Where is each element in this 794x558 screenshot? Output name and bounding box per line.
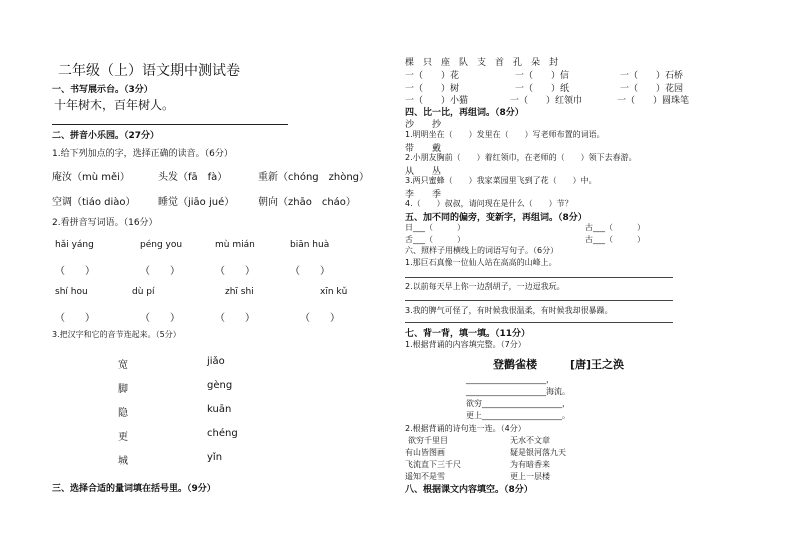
answer-blank[interactable]: （ ）: [300, 313, 340, 324]
fill-item[interactable]: 一（ ）花: [405, 71, 460, 81]
match-right[interactable]: 更上一层楼: [510, 472, 550, 481]
pinyin-word: dù pí: [132, 287, 155, 297]
poem-line[interactable]: 更上____________________。: [466, 411, 570, 420]
fill-item[interactable]: 一（ ）红领巾: [510, 96, 583, 106]
section-1-heading: 一、书写展示台。（3分）: [52, 85, 153, 95]
answer-line[interactable]: [405, 322, 673, 323]
section-5-heading: 五、加不同的偏旁，变新字，再组词。（8分）: [405, 213, 587, 223]
pinyin-word: shí hou: [55, 287, 88, 297]
section-8-heading: 八、根据课文内容填空。（8分）: [405, 485, 533, 495]
section-7-q2: 2.根据背诵的诗句连一连。（4分）: [405, 424, 526, 433]
radical-item[interactable]: 舌___（ ）: [405, 235, 465, 244]
hanzi-char[interactable]: 城: [118, 456, 128, 467]
reading-pair: 庵汝（mù měi）: [52, 172, 130, 183]
reading-pair: 重新（chóng zhòng）: [258, 172, 370, 183]
answer-blank[interactable]: （ ）: [55, 313, 95, 324]
compare-pair: 李 季: [405, 190, 442, 200]
fill-item[interactable]: 一（ ）信: [515, 71, 570, 81]
radical-item[interactable]: 古___（ ）: [585, 235, 645, 244]
answer-line[interactable]: [405, 277, 673, 278]
fill-item[interactable]: 一（ ）花园: [620, 84, 684, 94]
reading-pair: 睡觉（jiāo jué）: [158, 197, 235, 208]
hanzi-char[interactable]: 宽: [118, 360, 128, 371]
pinyin-word: biān huà: [290, 240, 330, 250]
fill-item[interactable]: 一（ ）石桥: [620, 71, 684, 81]
fill-item[interactable]: 一（ ）小猫: [405, 96, 469, 106]
syllable[interactable]: gèng: [207, 380, 233, 391]
compare-pair: 从 丛: [405, 167, 442, 177]
reading-pair: 头发（fā fà）: [158, 172, 228, 183]
match-left[interactable]: 遥知不是雪: [405, 472, 445, 481]
compare-pair: 沙 抄: [405, 120, 442, 130]
poem-line[interactable]: ____________________，: [466, 375, 554, 384]
pinyin-word: zhī shi: [225, 287, 254, 297]
hanzi-char[interactable]: 更: [118, 432, 128, 443]
answer-blank[interactable]: （ ）: [140, 313, 180, 324]
section-2-heading: 二、拼音小乐园。（27分）: [52, 131, 160, 141]
pinyin-word: hǎi yáng: [55, 240, 94, 250]
poem-line[interactable]: ____________________海流。: [466, 387, 570, 396]
fill-item[interactable]: 一（ ）树: [405, 84, 460, 94]
section-2-q2: 2.看拼音写词语。（16分）: [52, 218, 158, 228]
hanzi-char[interactable]: 隐: [118, 408, 128, 419]
pinyin-word: péng you: [140, 240, 183, 250]
compare-sentence[interactable]: 1.明明坐在（ ）发里在（ ）写老师布置的词语。: [405, 130, 605, 139]
example-sentence: 1.那巨石真像一位仙人站在高高的山峰上。: [405, 258, 557, 267]
syllable[interactable]: chéng: [207, 428, 238, 439]
answer-blank[interactable]: （ ）: [140, 266, 180, 277]
answer-blank[interactable]: （ ）: [215, 266, 255, 277]
compare-pair: 带 戴: [405, 144, 442, 154]
hanzi-char[interactable]: 脚: [118, 384, 128, 395]
poem-line[interactable]: 欲穷____________________，: [466, 399, 570, 408]
match-left[interactable]: 飞流直下三千尺: [405, 460, 461, 469]
section-7-heading: 七、背一背，填一填。（11分）: [405, 329, 531, 339]
section-2-q1: 1.给下列加点的字，选择正确的读音。（6分）: [52, 149, 233, 159]
radical-item[interactable]: 日___（ ）: [405, 223, 465, 232]
compare-sentence[interactable]: 2.小朋友胸前（ ）着红领巾，在老师的（ ）领下去春游。: [405, 153, 637, 162]
syllable[interactable]: yǐn: [207, 452, 223, 463]
section-3-heading: 三、选择合适的量词填在括号里。（9分）: [52, 484, 216, 494]
answer-blank[interactable]: （ ）: [215, 313, 255, 324]
radical-item[interactable]: 古___（ ）: [585, 223, 645, 232]
match-right[interactable]: 无水不文章: [510, 436, 550, 445]
answer-line[interactable]: [405, 300, 673, 301]
section-1-text: 十年树木，百年树人。: [54, 98, 175, 112]
section-4-heading: 四、比一比，再组词。（8分）: [405, 108, 524, 118]
reading-pair: 朝向（zhāo cháo）: [258, 197, 356, 208]
page-title: 二年级（上）语文期中测试卷: [58, 63, 240, 79]
poem-title: 登鹳雀楼: [493, 358, 537, 371]
answer-blank[interactable]: （ ）: [290, 266, 330, 277]
example-sentence: 2.以前每天早上你一边刮胡子，一边逗我玩。: [405, 282, 565, 291]
fill-item[interactable]: 一（ ）纸: [515, 84, 570, 94]
syllable[interactable]: jiǎo: [207, 356, 225, 367]
pinyin-word: mù mián: [215, 240, 255, 250]
match-right[interactable]: 为有暗香来: [510, 460, 550, 469]
match-left[interactable]: 有山皆图画: [405, 448, 445, 457]
measure-word-list: 棵 只 座 队 支 首 孔 朵 封: [405, 58, 559, 68]
answer-blank[interactable]: （ ）: [55, 266, 95, 277]
fill-item[interactable]: 一（ ）圆珠笔: [617, 96, 690, 106]
pinyin-word: xīn kǔ: [320, 287, 348, 297]
compare-sentence[interactable]: 3.两只蜜蜂（ ）我家菜园里飞到了花（ ）中。: [405, 176, 597, 185]
syllable[interactable]: kuān: [207, 404, 232, 415]
match-right[interactable]: 疑是银河落九天: [510, 448, 566, 457]
example-sentence: 3.我的脾气可怪了，有时候我很温柔，有时候我却很暴躁。: [405, 306, 613, 315]
writing-line: [52, 124, 288, 125]
match-left[interactable]: 欲穷千里目: [408, 436, 448, 445]
reading-pair: 空调（tiáo diào）: [52, 197, 136, 208]
poem-author: [唐]王之涣: [570, 358, 625, 371]
section-2-q3: 3.把汉字和它的音节连起来。（5分）: [52, 330, 181, 339]
compare-sentence[interactable]: 4.（ ）叔叔，请问现在是什么（ ）节？: [405, 199, 573, 208]
section-7-q1: 1.根据背诵的内容填完整。（7分）: [405, 340, 526, 349]
section-6-heading: 六、照样子用横线上的词语写句子。（6分）: [405, 246, 559, 255]
